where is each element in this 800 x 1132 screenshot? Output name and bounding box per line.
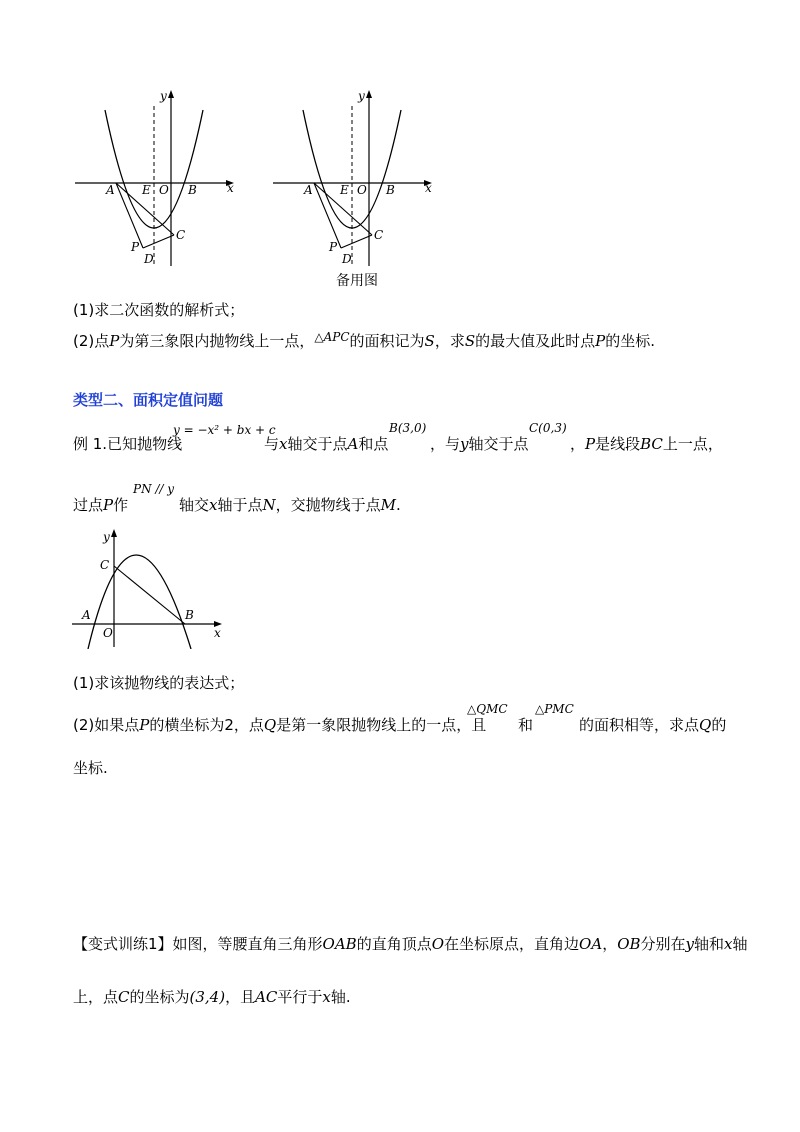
question-1-2: (2)点P为第三象限内抛物线上一点，$^{\triangle APC}$的面积记为S，求S的最大值及此时点P的坐标. xyxy=(73,330,655,350)
point-a-label: A xyxy=(304,183,313,197)
y-axis-label: y xyxy=(103,530,110,544)
point-b-coord: B(3,0) xyxy=(389,421,427,435)
example-1-question-1: (1)求该抛物线的表达式； xyxy=(73,674,245,692)
point-e-label: E xyxy=(340,183,349,197)
point-b-label: B xyxy=(386,183,395,197)
point-e-label: E xyxy=(142,183,151,197)
x-axis-label: x xyxy=(214,626,221,640)
point-c-label: C xyxy=(100,558,110,572)
example-1-equation: y = −x² + bx + c xyxy=(173,423,276,437)
parabola-figure-2 xyxy=(268,88,438,268)
point-a-label: A xyxy=(82,608,91,622)
parabola-figure-1 xyxy=(70,88,240,268)
point-p-label: P xyxy=(329,240,338,254)
y-axis-label: y xyxy=(358,89,365,103)
x-axis-label: x xyxy=(227,181,234,195)
example-1-text-d: ，P是线段BC上一点， xyxy=(570,435,723,453)
example-1-question-2-a: (2)如果点P的横坐标为2，点Q是第一象限抛物线上的一点，且 xyxy=(73,716,487,734)
triangle-pmc: △PMC xyxy=(535,702,574,716)
parabola-figure-3 xyxy=(70,527,230,649)
y-axis-label: y xyxy=(160,89,167,103)
variant-training-line-2: 上，点C的坐标为(3,4)，且AC平行于x轴. xyxy=(73,988,351,1006)
point-b-label: B xyxy=(185,608,194,622)
example-1-question-2-b: 的面积相等，求点Q的 xyxy=(579,716,727,734)
point-p-label: P xyxy=(131,240,140,254)
origin-label: O xyxy=(357,183,367,197)
section-heading: 类型二、面积定值问题 xyxy=(73,391,224,409)
point-d-label: D xyxy=(342,252,352,266)
example-1-text-c: ，与y轴交于点 xyxy=(430,435,529,453)
variant-training-line-1: 【变式训练1】如图，等腰直角三角形OAB的直角顶点O在坐标原点，直角边OA，OB分别在y轴和x轴 xyxy=(73,935,748,953)
figure-caption: 备用图 xyxy=(336,273,378,289)
and-word: 和 xyxy=(518,716,534,734)
origin-label: O xyxy=(159,183,169,197)
point-c-label: C xyxy=(176,228,186,242)
example-1-text-e: 过点P作 xyxy=(73,496,129,514)
example-1-text-f: 轴交x轴于点N，交抛物线于点M. xyxy=(179,496,401,514)
example-1-text-a: 例 1.已知抛物线 xyxy=(73,435,183,453)
example-1-text-b: 与x轴交于点A和点 xyxy=(264,435,389,453)
point-d-label: D xyxy=(144,252,154,266)
question-1-1: (1)求二次函数的解析式； xyxy=(73,301,245,319)
example-1-question-2-c: 坐标. xyxy=(73,759,108,777)
origin-label: O xyxy=(103,626,113,640)
point-b-label: B xyxy=(188,183,197,197)
point-c-coord: C(0,3) xyxy=(529,421,567,435)
point-a-label: A xyxy=(106,183,115,197)
point-c-label: C xyxy=(374,228,384,242)
triangle-qmc: △QMC xyxy=(467,702,508,716)
x-axis-label: x xyxy=(425,181,432,195)
parallel-equation: PN // y xyxy=(133,482,175,496)
